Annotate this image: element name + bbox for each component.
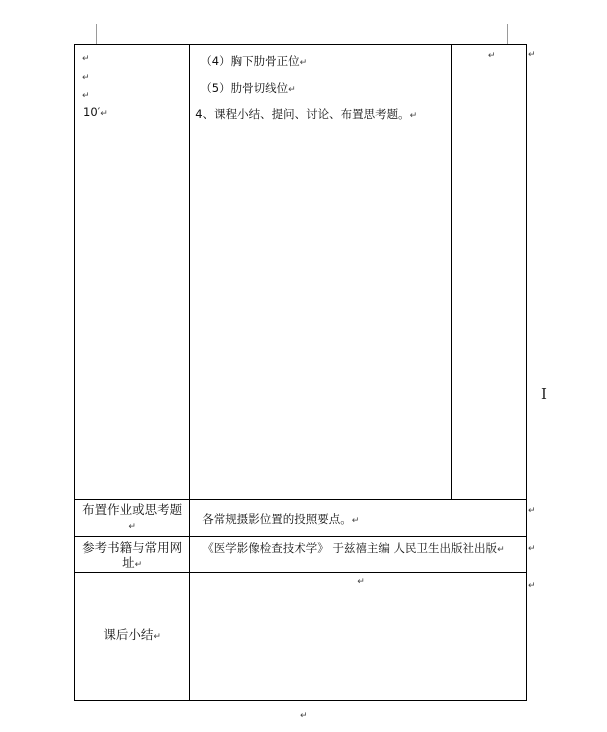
- crop-mark-right: [507, 24, 508, 44]
- document-end-mark: ↵: [300, 711, 308, 721]
- summary-row: [75, 573, 527, 701]
- references-content-cell[interactable]: [190, 537, 527, 573]
- homework-label: 布置作业或思考题↵: [82, 502, 183, 532]
- row-end-mark: ↵: [528, 581, 536, 591]
- paragraph-mark: ↵: [487, 51, 496, 61]
- notes-cell[interactable]: [451, 45, 526, 500]
- paragraph-mark: ↵: [153, 632, 161, 642]
- paragraph-mark: ↵: [288, 85, 296, 95]
- content-line-1: （4）胸下肋骨正位↵: [200, 54, 308, 68]
- references-label: 参考书籍与常用网址↵: [82, 540, 183, 570]
- row-end-mark: ↵: [528, 544, 536, 554]
- text-cursor-icon: I: [541, 385, 547, 403]
- time-duration: 10′↵: [83, 105, 108, 119]
- references-row: [75, 537, 527, 573]
- content-line-2: （5）肋骨切线位↵: [200, 81, 296, 95]
- row-end-mark: ↵: [528, 506, 536, 516]
- lesson-content-cell[interactable]: [190, 45, 452, 500]
- paragraph-mark: ↵: [351, 516, 360, 526]
- paragraph-mark: ↵: [409, 111, 418, 121]
- homework-content: 各常规摄影位置的投照要点。↵: [202, 512, 360, 526]
- references-content: 《医学影像检查技术学》 于兹禧主编 人民卫生出版社出版↵: [202, 541, 505, 555]
- paragraph-mark: ↵: [357, 577, 365, 587]
- summary-label-cell: [75, 573, 190, 701]
- lesson-plan-table: [74, 44, 527, 701]
- content-line-3: 4、课程小结、提问、讨论、布置思考题。↵: [195, 107, 418, 121]
- crop-mark-left: [96, 24, 97, 44]
- summary-label: 课后小结↵: [103, 627, 161, 642]
- row-end-mark: ↵: [528, 50, 536, 60]
- references-label-cell: [75, 537, 190, 573]
- paragraph-mark: ↵: [82, 91, 90, 101]
- time-cell[interactable]: [75, 45, 190, 500]
- summary-content-cell[interactable]: [190, 573, 527, 701]
- paragraph-mark: ↵: [299, 58, 308, 68]
- paragraph-mark: ↵: [497, 545, 505, 555]
- paragraph-mark: ↵: [100, 109, 108, 119]
- homework-label-cell: [75, 500, 190, 537]
- paragraph-mark: ↵: [134, 560, 143, 570]
- homework-row: [75, 500, 527, 537]
- homework-content-cell[interactable]: [190, 500, 527, 537]
- paragraph-mark: ↵: [82, 54, 90, 64]
- main-content-row: [75, 45, 527, 500]
- paragraph-mark: ↵: [128, 522, 136, 532]
- paragraph-mark: ↵: [82, 73, 90, 83]
